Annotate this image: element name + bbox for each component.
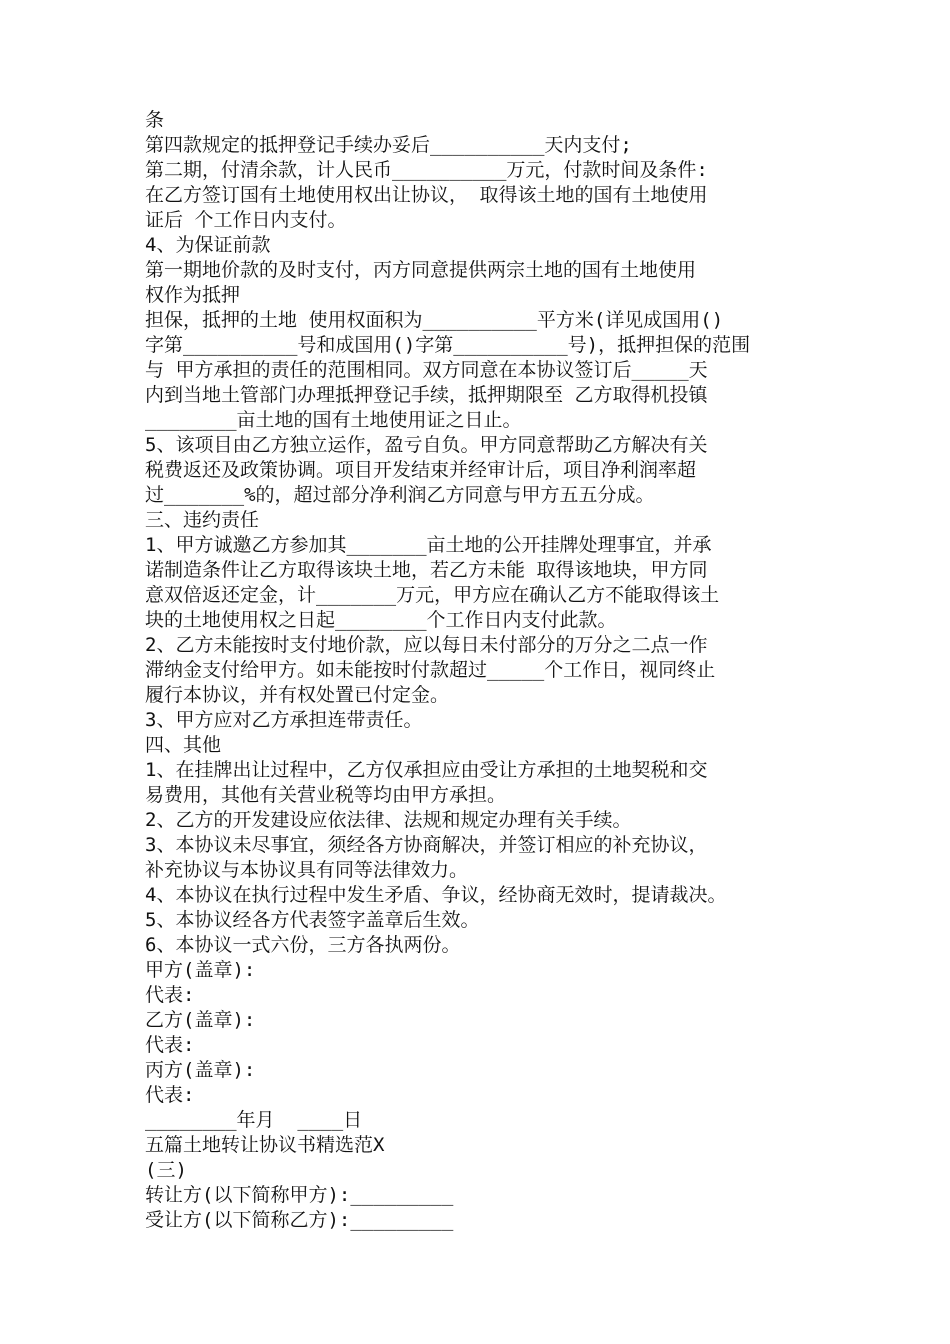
text-line: 甲方(盖章):	[145, 959, 256, 981]
text-line: (三)	[145, 1159, 187, 1181]
text-line: 块的土地使用权之日起________个工作日内支付此款。	[145, 609, 617, 631]
document-body	[145, 108, 835, 1233]
text-line: 1、甲方诚邀乙方参加其_______亩土地的公开挂牌处理事宜，并承	[145, 534, 712, 556]
text-line: 履行本协议，并有权处置已付定金。	[145, 684, 450, 706]
text-line: 权作为抵押	[145, 284, 241, 306]
text-line: 第四款规定的抵押登记手续办妥后__________天内支付;	[145, 134, 632, 156]
text-line: 担保，抵押的土地 使用权面积为__________平方米(详见成国用()	[145, 309, 724, 331]
text-line: 乙方(盖章):	[145, 1009, 256, 1031]
text-line: 4、为保证前款	[145, 234, 271, 256]
text-line: 证后 个工作日内支付。	[145, 209, 347, 231]
text-line: 条	[145, 109, 165, 131]
text-line: 代表:	[145, 1084, 195, 1106]
text-line: ________亩土地的国有土地使用证之日止。	[145, 409, 522, 431]
text-line: 2、乙方的开发建设应依法律、法规和规定办理有关手续。	[145, 809, 632, 831]
text-line: 第二期，付清余款，计人民币__________万元，付款时间及条件:	[145, 159, 708, 181]
text-line: 意双倍返还定金，计_______万元，甲方应在确认乙方不能取得该土	[145, 584, 720, 606]
text-line: 3、甲方应对乙方承担连带责任。	[145, 709, 423, 731]
text-line: 丙方(盖章):	[145, 1059, 256, 1081]
text-line: ________年月 ____日	[145, 1109, 363, 1131]
text-line: 滞纳金支付给甲方。如未能按时付款超过_____个工作日，视同终止	[145, 659, 716, 681]
text-line: 字第__________号和成国用()字第__________号)，抵押担保的范围	[145, 334, 751, 356]
text-line: 五篇土地转让协议书精选范X	[145, 1134, 385, 1156]
text-line: 代表:	[145, 1034, 195, 1056]
text-line: 第一期地价款的及时支付，丙方同意提供两宗土地的国有土地使用	[145, 259, 697, 281]
text-line: 易费用，其他有关营业税等均由甲方承担。	[145, 784, 507, 806]
text-line: 诺制造条件让乙方取得该块土地，若乙方未能 取得该地块，甲方同	[145, 559, 708, 581]
text-line: 四、其他	[145, 734, 222, 756]
text-line: 税费返还及政策协调。项目开发结束并经审计后，项目净利润率超	[145, 459, 697, 481]
text-line: 5、该项目由乙方独立运作，盈亏自负。甲方同意帮助乙方解决有关	[145, 434, 708, 456]
text-line: 6、本协议一式六份，三方各执两份。	[145, 934, 461, 956]
text-line: 受让方(以下简称乙方):_________	[145, 1209, 454, 1231]
text-line: 1、在挂牌出让过程中，乙方仅承担应由受让方承担的土地契税和交	[145, 759, 708, 781]
text-line: 内到当地土管部门办理抵押登记手续，抵押期限至 乙方取得机投镇	[145, 384, 708, 406]
text-line: 2、乙方未能按时支付地价款，应以每日未付部分的万分之二点一作	[145, 634, 708, 656]
text-line: 在乙方签订国有土地使用权出让协议， 取得该土地的国有土地使用	[145, 184, 708, 206]
text-line: 补充协议与本协议具有同等法律效力。	[145, 859, 469, 881]
text-line: 代表:	[145, 984, 195, 1006]
text-line: 4、本协议在执行过程中发生矛盾、争议，经协商无效时，提请裁决。	[145, 884, 727, 906]
text-line: 三、违约责任	[145, 509, 260, 531]
text-line: 3、本协议未尽事宜，须经各方协商解决，并签订相应的补充协议，	[145, 834, 708, 856]
text-line: 过_______%的，超过部分净利润乙方同意与甲方五五分成。	[145, 484, 655, 506]
text-line: 转让方(以下简称甲方):_________	[145, 1184, 454, 1206]
text-line: 5、本协议经各方代表签字盖章后生效。	[145, 909, 480, 931]
text-line: 与 甲方承担的责任的范围相同。双方同意在本协议签订后_____天	[145, 359, 708, 381]
